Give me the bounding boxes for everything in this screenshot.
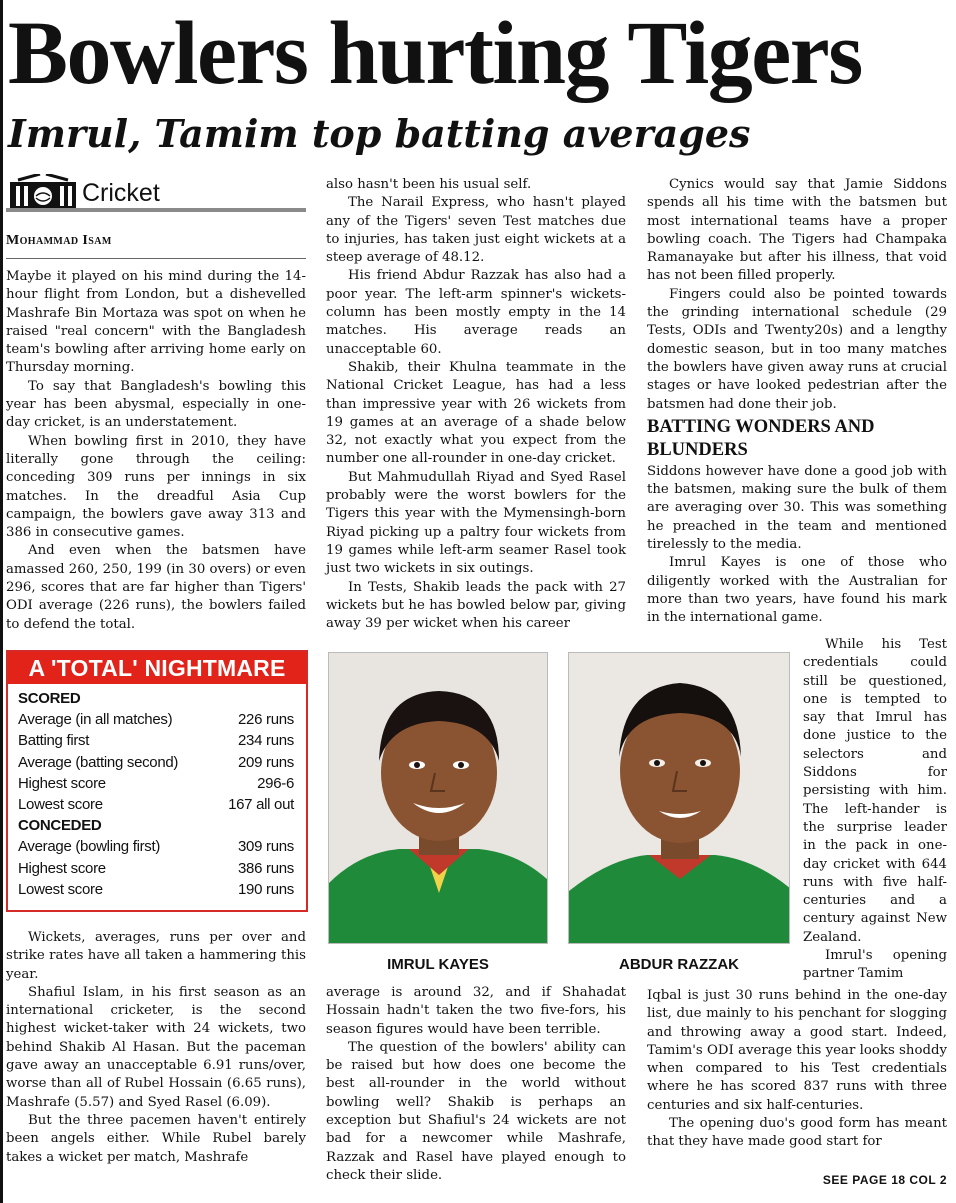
byline: Mohammad Isam: [6, 233, 112, 248]
stats-row: [18, 794, 294, 815]
stats-value: 190 runs: [238, 880, 294, 898]
column-right-top: [647, 176, 947, 628]
photo-imrul-kayes: [328, 652, 548, 944]
stats-label: Average (bowling first): [18, 838, 161, 856]
stats-heading-conceded: CONCEDED: [18, 817, 102, 835]
paragraph: The opening duo's good form has meant that they have made good start for: [647, 1116, 947, 1150]
stats-value: 167 all out: [228, 796, 294, 814]
stats-label: Average (batting second): [18, 753, 179, 771]
stats-label: Lowest score: [18, 880, 103, 898]
stats-row: [18, 879, 294, 900]
page-edge-rule: [0, 0, 3, 1203]
stats-heading-scored: SCORED: [18, 690, 81, 707]
paragraph: also hasn't been his usual self.: [326, 177, 532, 192]
column-right-wrap: [803, 636, 947, 984]
column-right-bottom: [647, 987, 947, 1152]
paragraph: Cynics would say that Jamie Siddons spends all his time with the batsmen but most international teams have a proper bowling coach. The Tigers had Champaka Ramanayake but after his illness, that void has not been filled properly.: [647, 177, 947, 284]
stats-label: Batting first: [18, 732, 90, 750]
stats-value: 386 runs: [238, 859, 294, 877]
headline: Bowlers hurting Tigers: [8, 4, 862, 103]
paragraph: The question of the bowlers' ability can be raised but how does one become the best all-rounder in the world without bowling well? Shakib is perhaps an exception but Shafiul's 24 wickets are not bad for a newcomer while Mashrafe, Razzak and Rasel have played enough to check their slide.: [326, 1039, 626, 1183]
paragraph: And even when the batsmen have amassed 260, 250, 199 (in 30 overs) or even 296, scores that are far higher than Tigers' ODI average (226 runs), the bowlers failed to defend the total.: [6, 543, 306, 632]
subheadline: Imrul, Tamim top batting averages: [8, 111, 751, 156]
stats-row: [18, 858, 294, 879]
stats-value: 209 runs: [238, 753, 294, 771]
byline-rule: [6, 258, 306, 259]
paragraph: Siddons however have done a good job with the batsmen, making sure the bulk of them are averaging over 30. This was something he preached in the team and mentioned tirelessly to the media.: [647, 463, 947, 553]
stats-label: Average (in all matches): [18, 711, 173, 729]
stats-row: [18, 773, 294, 794]
photo-caption-razzak: ABDUR RAZZAK: [619, 956, 739, 973]
section-rule: [6, 208, 306, 212]
stats-row: [18, 836, 294, 857]
stats-box-title: A 'TOTAL' NIGHTMARE: [8, 652, 306, 684]
paragraph: Iqbal is just 30 runs behind in the one-day list, due mainly to his penchant for slogging and throwing away a good start. Indeed, Tamim's ODI average this year looks shoddy when compared to his Test credentials where he has scored 837 runs with three centuries and six half-centuries.: [647, 988, 947, 1113]
jump-reference: SEE PAGE 18 COL 2: [822, 1173, 947, 1187]
column-middle-bottom: [326, 984, 626, 1185]
paragraph: But the three pacemen haven't entirely been angels either. While Rubel barely takes a wicket per match, Mashrafe: [6, 1112, 306, 1165]
paragraph: average is around 32, and if Shahadat Hossain hadn't taken the two five-fors, his season figures would have been terrible.: [326, 985, 626, 1037]
stats-label: Lowest score: [18, 796, 103, 814]
stats-row: [18, 730, 294, 751]
paragraph: His friend Abdur Razzak has also had a poor year. The left-arm spinner's wickets-column has been mostly empty in the 14 matches. His average reads an unacceptable 60.: [326, 268, 626, 357]
column-middle-top: [326, 176, 626, 633]
stats-value: 296-6: [257, 774, 294, 792]
paragraph: While his Test credentials could still be questioned, one is tempted to say that Imrul has done justice to the selectors and Siddons for persisting with him. The left-hander is the surprise leader in the pack in one-day cricket with 644 runs with five half-centuries and a century against New Zealand.: [803, 637, 947, 945]
paragraph: But Mahmudullah Riyad and Syed Rasel probably were the worst bowlers for the Tigers this year with the Mymensingh-born Riyad picking up a paltry four wickets from 19 games while left-arm seamer Rasel took just two wickets in six outings.: [326, 469, 626, 577]
paragraph: The Narail Express, who hasn't played any of the Tigers' seven Test matches due to injuries, has taken just eight wickets at a steep average of 48.12.: [326, 195, 626, 266]
stats-label: Highest score: [18, 859, 106, 877]
paragraph: In Tests, Shakib leads the pack with 27 wickets but he has bowled below par, giving away 39 per wicket when his career: [326, 579, 626, 632]
paragraph: Shakib, their Khulna teammate in the National Cricket League, has had a less than impressive year with 26 wickets from 19 games at an average of a shade below 32, not exactly what you expect from the number one all-rounder in one-day cricket.: [326, 359, 626, 467]
section-label: Cricket: [82, 179, 160, 207]
stats-row: [18, 709, 294, 730]
stats-box: [6, 650, 308, 912]
stats-label: Highest score: [18, 774, 106, 792]
paragraph: Fingers could also be pointed towards the grinding international schedule (29 Tests, ODIs and Twenty20s) and a lengthy domestic season, but in too many matches the bowlers have given away runs at crucial stages or have looked pedestrian after the batsmen had done their job.: [647, 286, 947, 412]
stats-value: 309 runs: [238, 838, 294, 856]
paragraph: Imrul's opening partner Tamim: [803, 948, 947, 982]
column-left-bottom: [6, 929, 306, 1167]
section-subheading: BATTING WONDERS AND BLUNDERS: [647, 416, 875, 460]
stats-value: 226 runs: [238, 711, 294, 729]
stats-value: 234 runs: [238, 732, 294, 750]
photo-abdur-razzak: [568, 652, 790, 944]
paragraph: Maybe it played on his mind during the 14-hour flight from London, but a dishevelled Mashrafe Bin Mortaza was spot on when he raised "real concern" with the Bangladesh team's bowling after arriving home early on Thursday morning.: [6, 269, 306, 376]
column-left-top: [6, 268, 306, 634]
paragraph: Wickets, averages, runs per over and strike rates have all taken a hammering this year.: [6, 930, 306, 982]
paragraph: Shafiul Islam, in his first season as an international cricketer, is the second highest wicket-taker with 24 wickets, two behind Shakib Al Hasan. But the paceman gave away an unacceptable 6.91 runs/over, worse than all of Rubel Hossain (6.65 runs), Mashrafe (5.57) and Syed Rasel (6.09).: [6, 984, 306, 1110]
cricket-icon: [10, 174, 76, 208]
paragraph: When bowling first in 2010, they have literally gone through the ceiling: conceding 309 runs per innings in six matches. In the dreadful Asia Cup campaign, the bowlers gave away 313 and 386 in consecutive games.: [6, 433, 306, 541]
stats-box-body: [8, 684, 306, 900]
stats-row: [18, 752, 294, 773]
paragraph: To say that Bangladesh's bowling this year has been abysmal, especially in one-day cricket, is an understatement.: [6, 378, 306, 431]
section-kicker: [6, 174, 306, 212]
photo-caption-imrul: IMRUL KAYES: [387, 956, 489, 973]
paragraph: Imrul Kayes is one of those who diligently worked with the Australian for more than two years, have found his mark in the international game.: [647, 555, 947, 626]
